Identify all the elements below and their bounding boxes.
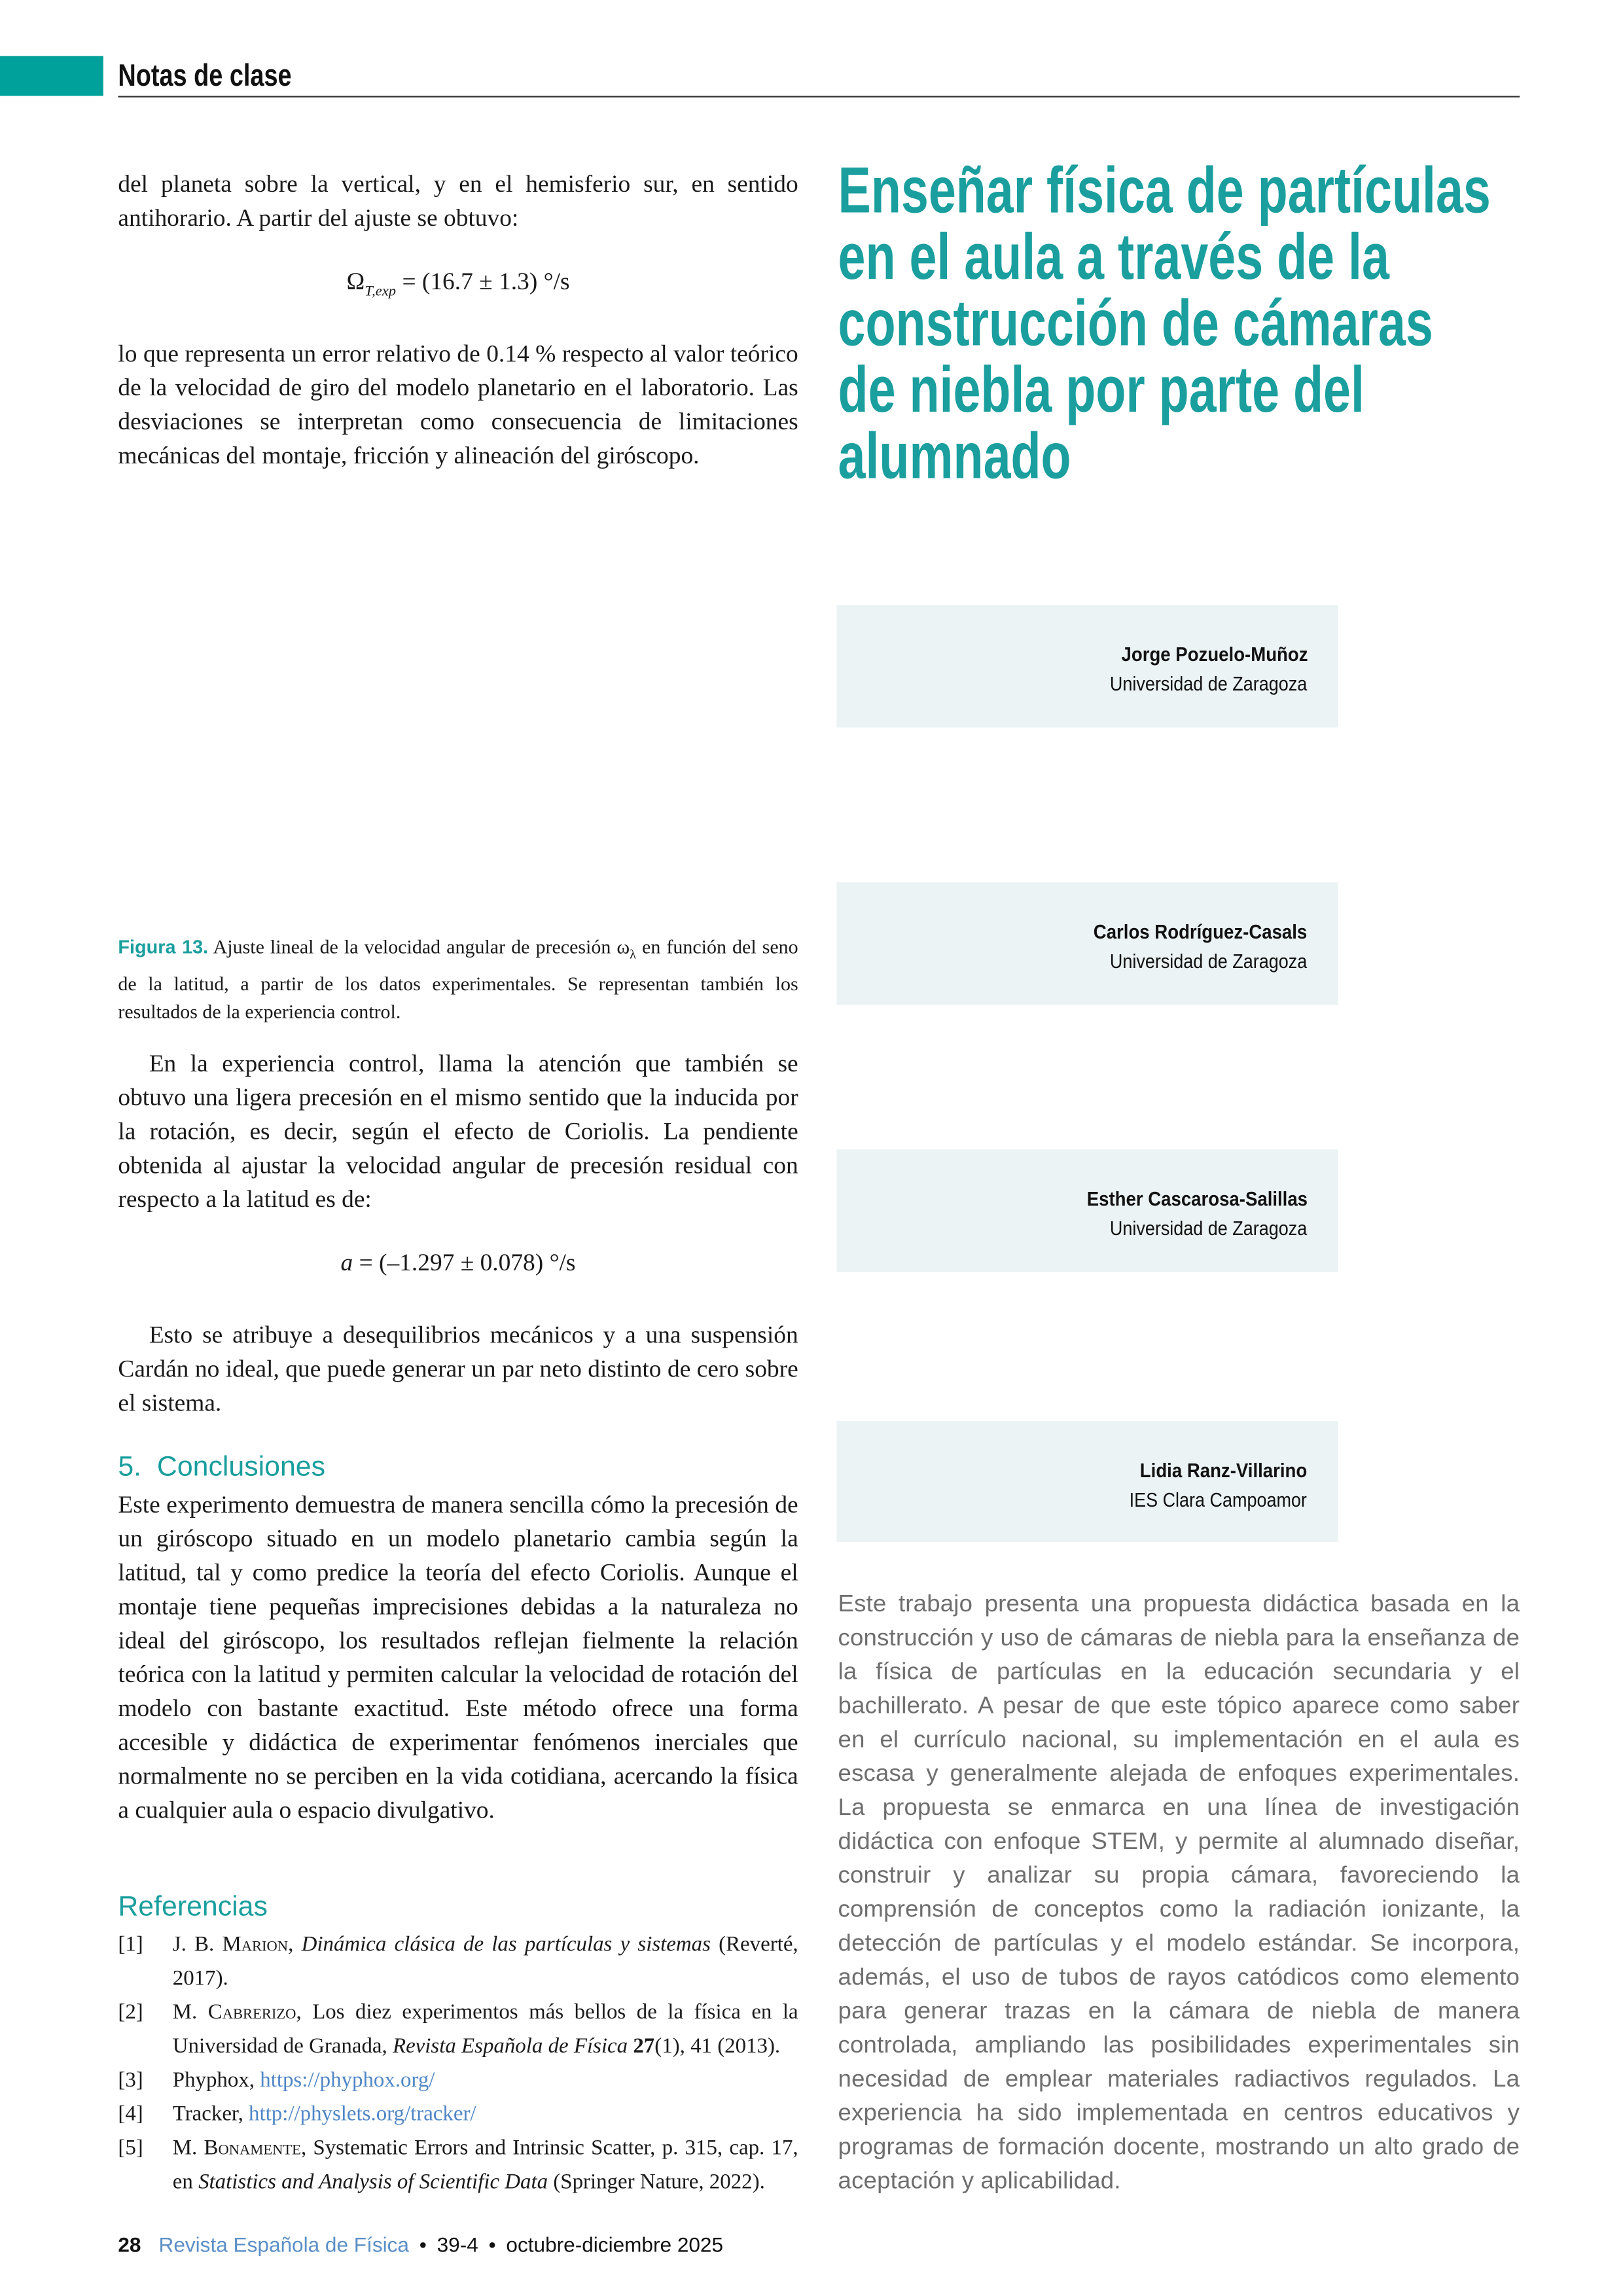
author-name: Lidia Ranz-Villarino bbox=[1140, 1459, 1308, 1482]
references-heading: Referencias bbox=[118, 1892, 268, 1923]
author-card bbox=[836, 1421, 1338, 1542]
abstract: Este trabajo presenta una propuesta didáctica basada en la construcción y uso de cámaras de niebla para la enseñanza de la física de partículas en la educación secundaria y el bachillerato. A pesar de que este tópico aparece como saber en el currículo nacional, su implementación en el aula es escasa y generalmente alejada de enfoques experimentales. La propuesta se enmarca en una línea de investigación didáctica con enfoque STEM, y permite al alumnado diseñar, construir y analizar su propia cámara, favoreciendo la comprensión de conceptos como la radiación ionizante, la detección de partículas y el modelo estándar. Se incorpora, además, el uso de tubos de rayos catódicos como elemento para generar trazas en la cámara de niebla de manera controlada, ampliando las posibilidades experimentales sin necesidad de emplear materiales radiactivos regulados. La experiencia ha sido implementada en centros educativos y programas de formación docente, mostrando un alto grado de aceptación y aplicabilidad. bbox=[838, 1590, 1520, 2195]
phyphox-link[interactable]: https://phyphox.org/ bbox=[260, 2068, 435, 2092]
ref-text: (1), 41 (2013). bbox=[654, 2034, 781, 2059]
title-line: alumnado bbox=[838, 420, 1071, 493]
ref-volume: 27 bbox=[628, 2034, 655, 2059]
paragraph-4: Esto se atribuye a desequilibrios mecánicos y a una suspensión Cardán no ideal, que puede generar un par neto distinto de cero sobre el sistema. bbox=[118, 1320, 798, 1417]
author-name: Carlos Rodríguez-Casals bbox=[1094, 920, 1308, 943]
ref-number: [2] bbox=[118, 2001, 143, 2025]
ref-number: [3] bbox=[118, 2068, 143, 2092]
ref-title: Dinámica clásica de las partículas y sistemas bbox=[301, 1933, 711, 1957]
eq-subscript: T,exp bbox=[365, 283, 397, 300]
reference-item bbox=[118, 1929, 798, 1997]
eq2-symbol: a bbox=[340, 1248, 353, 1277]
author-card bbox=[836, 1149, 1338, 1272]
journal-name: Revista Española de Física bbox=[158, 2233, 409, 2257]
author-name: Jorge Pozuelo-Muñoz bbox=[1120, 643, 1308, 666]
ref-author: Bonamente bbox=[204, 2136, 301, 2161]
paragraph-3: En la experiencia control, llama la atención que también se obtuvo una ligera precesión en el mismo sentido que la inducida por la rotación, es decir, según el efecto de Coriolis. La pendiente obtenida al ajustar la velocidad angular de precesión residual con respecto a la latitud es de: bbox=[118, 1049, 798, 1213]
ref-number: [4] bbox=[118, 2102, 143, 2126]
author-name: Esther Cascarosa-Salillas bbox=[1086, 1187, 1308, 1210]
author-affiliation: Universidad de Zaragoza bbox=[1110, 1217, 1308, 1240]
conclusions-paragraph: Este experimento demuestra de manera sencilla cómo la precesión de un giróscopo situado en un modelo planetario cambia según la latitud, tal y como predice la teoría del efecto Coriolis. Aunque el montaje tiene pequeñas imprecisiones debidas a la naturaleza no ideal del giróscopo, los resultados reflejan fielmente la relación teórica con la latitud y permiten calcular la velocidad de rotación del modelo con bastante exactitud. Este método ofrece una forma accesible y didáctica de experimentar fenómenos inerciales que normalmente no se perciben en la vida cotidiana, acercando la física a cualquier aula o espacio divulgativo. bbox=[118, 1490, 798, 1824]
caption-text: Ajuste lineal de la velocidad angular de precesión ω bbox=[208, 935, 630, 958]
ref-title: Statistics and Analysis of Scientific Data bbox=[198, 2170, 548, 2195]
equation-a bbox=[118, 1248, 798, 1278]
header-rule bbox=[118, 95, 1520, 97]
ref-journal: Revista Española de Física bbox=[392, 2034, 628, 2059]
ref-number: [5] bbox=[118, 2136, 143, 2161]
ref-author: Marion bbox=[222, 1933, 289, 1957]
issue-date: octubre-diciembre 2025 bbox=[506, 2233, 724, 2257]
reference-item bbox=[118, 2098, 798, 2132]
author-card bbox=[836, 882, 1338, 1005]
caption-subscript: λ bbox=[630, 946, 637, 962]
ref-number: [1] bbox=[118, 1933, 143, 1957]
ref-text: M. bbox=[172, 2001, 208, 2025]
tracker-link[interactable]: http://physlets.org/tracker/ bbox=[249, 2102, 476, 2126]
page-footer bbox=[118, 2230, 723, 2259]
separator: • bbox=[419, 2233, 427, 2257]
eq-symbol: Ω bbox=[346, 267, 365, 295]
eq2-rhs: = (–1.297 ± 0.078) °/s bbox=[353, 1248, 576, 1277]
ref-author: Cabrerizo bbox=[207, 2001, 296, 2025]
author-affiliation: Universidad de Zaragoza bbox=[1110, 673, 1308, 695]
eq-rhs: = (16.7 ± 1.3) °/s bbox=[396, 267, 570, 295]
conclusions-heading: 5. Conclusiones bbox=[118, 1452, 326, 1483]
section-label: Notas de clase bbox=[118, 59, 292, 94]
ref-text: , Los diez experimentos más bellos de la física en la Universidad de Granada, bbox=[172, 2001, 798, 2059]
ref-text: Tracker, bbox=[172, 2102, 249, 2126]
ref-text: , bbox=[288, 1933, 302, 1957]
title-line: Enseñar física de partículas bbox=[838, 154, 1491, 228]
paragraph-2: lo que representa un error relativo de 0.14 % respecto al valor teórico de la velocidad de giro del modelo planetario en el laboratorio. Las desviaciones se interpretan como consecuencia de limitaciones mecánicas del montaje, fricción y alineación del giróscopo. bbox=[118, 339, 798, 469]
figure-label: Figura 13. bbox=[118, 935, 209, 958]
author-affiliation: IES Clara Campoamor bbox=[1130, 1488, 1308, 1511]
author-card bbox=[836, 605, 1338, 727]
paragraph-1: del planeta sobre la vertical, y en el hemisferio sur, en sentido antihorario. A partir del ajuste se obtuvo: bbox=[118, 170, 798, 232]
ref-text: J. B. bbox=[172, 1933, 223, 1957]
title-line: en el aula a través de la bbox=[838, 221, 1389, 294]
figure-caption bbox=[118, 933, 798, 1025]
reference-item bbox=[118, 2132, 798, 2200]
ref-text: Phyphox, bbox=[172, 2068, 260, 2092]
ref-text: , Systematic Errors and Intrinsic Scatter, p. 315, cap. 17, en bbox=[172, 2136, 798, 2195]
caption-text-2: en función del seno de la latitud, a partir de los datos experimentales. Se representan también los resultados de la experiencia control. bbox=[118, 935, 798, 1022]
reference-item bbox=[118, 1996, 798, 2064]
title-line: construcción de cámaras bbox=[838, 287, 1433, 361]
ref-text: (Springer Nature, 2022). bbox=[548, 2170, 765, 2195]
author-affiliation: Universidad de Zaragoza bbox=[1110, 950, 1308, 973]
references-list bbox=[118, 1929, 798, 2200]
reference-item bbox=[118, 2064, 798, 2098]
equation-omega bbox=[118, 267, 798, 300]
page-number: 28 bbox=[118, 2233, 141, 2257]
title-line: de niebla por parte del bbox=[838, 354, 1364, 427]
issue: 39-4 bbox=[437, 2233, 478, 2257]
ref-text: M. bbox=[172, 2136, 204, 2161]
section-color-bar bbox=[0, 56, 103, 96]
separator: • bbox=[488, 2233, 496, 2257]
ref-text: (Reverté, 2017). bbox=[172, 1933, 798, 1991]
article-title bbox=[838, 154, 1532, 493]
